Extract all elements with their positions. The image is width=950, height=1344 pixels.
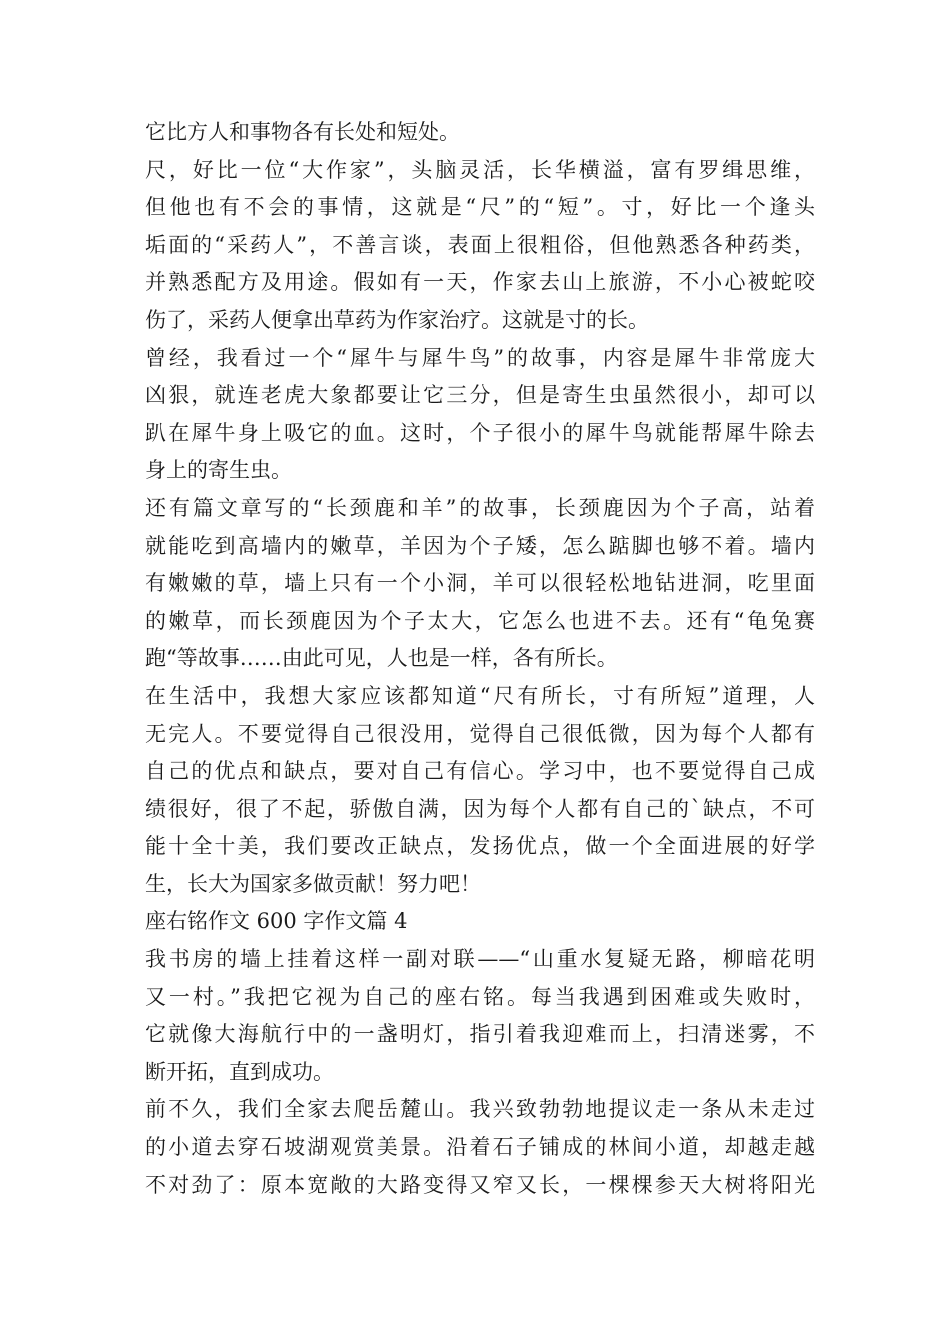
text-line: 曾经，我看过一个“犀牛与犀牛鸟”的故事，内容是犀牛非常庞大 bbox=[145, 345, 815, 370]
text-line: 绩很好，很了不起，骄傲自满，因为每个人都有自己的`缺点，不可 bbox=[145, 796, 815, 821]
text-line: 它比方人和事物各有长处和短处。 bbox=[145, 120, 460, 144]
document-body bbox=[145, 114, 815, 1204]
text-line: 断开拓，直到成功。 bbox=[145, 1059, 334, 1084]
text-line: 我书房的墙上挂着这样一副对联——“山重水复疑无路，柳暗花明 bbox=[145, 947, 815, 972]
text-line: 能十全十美，我们要改正缺点，发扬优点，做一个全面进展的好学 bbox=[145, 834, 815, 859]
text-line: 凶狠，就连老虎大象都要让它三分，但是寄生虫虽然很小，却可以 bbox=[145, 383, 815, 408]
text-line: 伤了，采药人便拿出草药为作家治疗。这就是寸的长。 bbox=[145, 307, 649, 332]
text-line: 跑“等故事……由此可见，人也是一样，各有所长。 bbox=[145, 646, 618, 671]
text-line: 又一村。”我把它视为自己的座右铭。每当我遇到困难或失败时， bbox=[145, 984, 815, 1009]
text-line: 它就像大海航行中的一盏明灯，指引着我迎难而上，扫清迷雾，不 bbox=[145, 1022, 815, 1047]
text-line: 生，长大为国家多做贡献！努力吧！ bbox=[145, 871, 481, 896]
text-line: 在生活中，我想大家应该都知道“尺有所长，寸有所短”道理，人 bbox=[145, 683, 815, 708]
text-line: 身上的寄生虫。 bbox=[145, 458, 292, 483]
text-line: 但他也有不会的事情，这就是“尺”的“短”。寸，好比一个逢头 bbox=[145, 195, 815, 220]
text-line: 自己的优点和缺点，要对自己有信心。学习中，也不要觉得自己成 bbox=[145, 759, 815, 784]
text-line: 不对劲了：原本宽敞的大路变得又窄又长，一棵棵参天大树将阳光 bbox=[145, 1172, 815, 1197]
text-line: 还有篇文章写的“长颈鹿和羊”的故事，长颈鹿因为个子高，站着 bbox=[145, 495, 815, 520]
text-line: 垢面的“采药人”，不善言谈，表面上很粗俗，但他熟悉各种药类， bbox=[145, 232, 815, 257]
text-line: 并熟悉配方及用途。假如有一天，作家去山上旅游，不小心被蛇咬 bbox=[145, 270, 815, 295]
text-line: 座右铭作文 600 字作文篇 4 bbox=[145, 909, 408, 934]
text-line: 趴在犀牛身上吸它的血。这时，个子很小的犀牛鸟就能帮犀牛除去 bbox=[145, 420, 815, 445]
text-line: 有嫩嫩的草，墙上只有一个小洞，羊可以很轻松地钻进洞，吃里面 bbox=[145, 571, 815, 596]
text-line: 的小道去穿石坡湖观赏美景。沿着石子铺成的林间小道，却越走越 bbox=[145, 1135, 815, 1160]
text-line: 尺，好比一位“大作家”，头脑灵活，长华横溢，富有罗缉思维， bbox=[145, 157, 815, 182]
text-line: 前不久，我们全家去爬岳麓山。我兴致勃勃地提议走一条从未走过 bbox=[145, 1097, 815, 1122]
text-line: 无完人。不要觉得自己很没用，觉得自己很低微，因为每个人都有 bbox=[145, 721, 815, 746]
text-line: 就能吃到高墙内的嫩草，羊因为个子矮，怎么踮脚也够不着。墙内 bbox=[145, 533, 815, 558]
text-line: 的嫩草，而长颈鹿因为个子太大，它怎么也进不去。还有“龟兔赛 bbox=[145, 608, 815, 633]
